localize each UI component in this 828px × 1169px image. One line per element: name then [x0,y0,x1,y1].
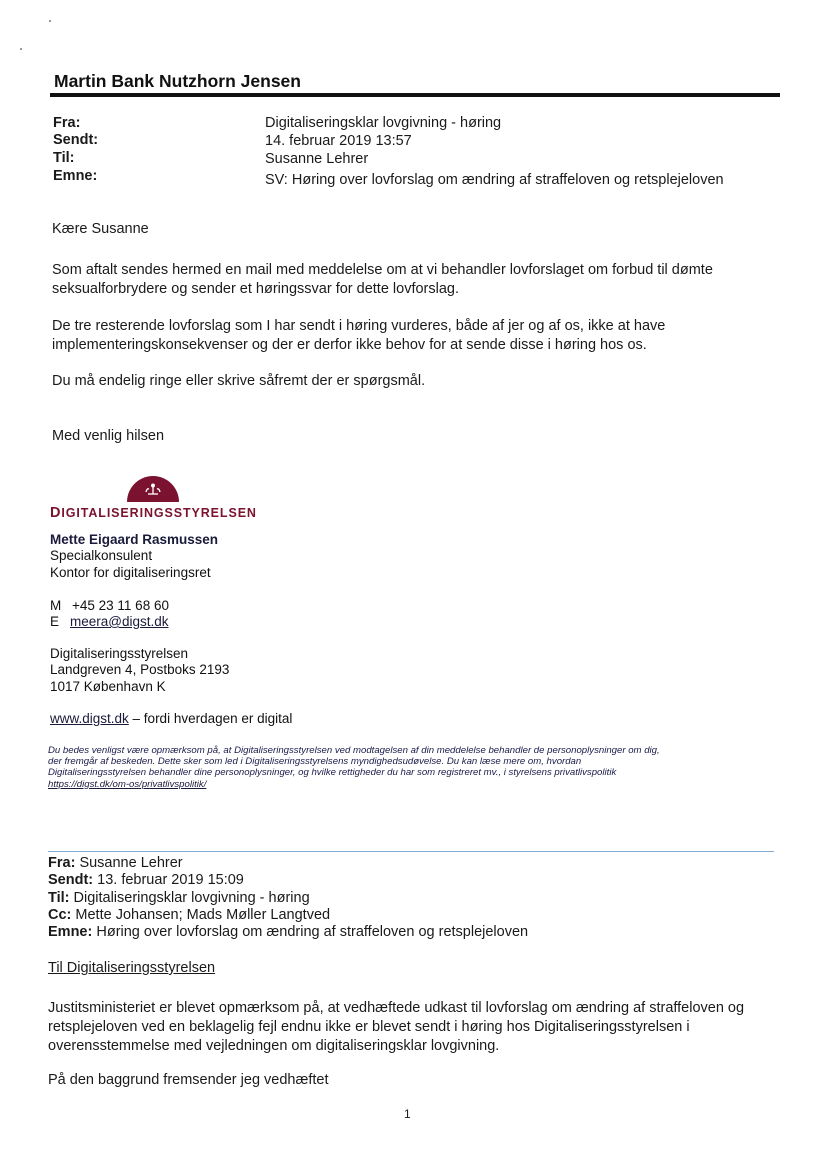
forward-separator [48,851,774,852]
sender-name: Martin Bank Nutzhorn Jensen [54,71,301,91]
scan-speck [49,20,51,22]
forwarded-paragraph-1: Justitsministeriet er blevet opmærksom på, at vedhæftede udkast til lovforslag om ændring af straffeloven og retsplejeloven ved en beklagelig fejl endnu ikke er blevet sendt i høring hos Digitaliseringsstyrelsen i overensstemmelse med vejledningen om digitaliseringsklar lovgivning. [48,1000,745,1054]
privacy-policy-link[interactable]: https://digst.dk/om-os/privatlivspolitik/ [48,778,207,790]
from-value: Digitaliseringsklar lovgivning - høring [265,115,502,131]
signature-name: Mette Eigaard Rasmussen [50,532,219,547]
from-label: Fra: [53,115,81,131]
privacy-disclaimer: Du bedes venligst være opmærksom på, at Digitaliseringsstyrelsen ved modtagelsen af din meddelelse behandler de personoplysninger om dig, der fremgår af beskeden. Dette sker som led i Digitaliseringsstyrelsens myndighedsudøvelse. Du kan læse mere om, hvordan Digitaliseringsstyrelsen behandler dine personoplysninger, og hvilke rettigheder du har som registreret mv., i styrelsens privatlivspolitik https://digst.dk/om-os/privatlivspolitik/ [48,745,778,790]
mobile-value: +45 23 11 68 60 [72,598,169,613]
fwd-subject-line: Emne: Høring over lovforslag om ændring af straffeloven og retsplejeloven [48,924,529,940]
to-value: Susanne Lehrer [265,151,369,167]
website-tagline: – fordi hverdagen er digital [132,711,293,726]
body-paragraph-1: Som aftalt sendes hermed en mail med meddelelse om at vi behandler lovforslaget om forbud til dømte seksualforbrydere og sender et høringssvar for dette lovforslag. [52,262,713,297]
signature-address-2: 1017 København K [50,679,166,694]
website-link[interactable]: www.digst.dk [50,711,129,726]
fwd-to-line: Til: Digitaliseringsklar lovgivning - høring [48,890,310,906]
website-line [50,711,292,728]
fwd-sent-line: Sendt: 13. februar 2019 15:09 [48,872,244,888]
addressee: Til Digitaliseringsstyrelsen [48,960,216,976]
header-rule [50,93,780,97]
signature-address-1: Landgreven 4, Postboks 2193 [50,662,230,677]
forwarded-paragraph-2: På den baggrund fremsender jeg vedhæftet [48,1072,329,1088]
greeting: Kære Susanne [52,221,149,237]
subject-value: SV: Høring over lovforslag om ændring af straffeloven og retsplejeloven [265,172,724,188]
signature-title: Specialkonsulent [50,548,153,563]
signature-org: Digitaliseringsstyrelsen [50,646,189,661]
scan-speck [20,48,22,50]
closing: Med venlig hilsen [52,428,165,444]
email-link[interactable]: meera@digst.dk [70,614,169,629]
fwd-from-line: Fra: Susanne Lehrer [48,855,183,871]
email-label: E [50,614,60,629]
body-paragraph-3: Du må endelig ringe eller skrive såfremt der er spørgsmål. [52,373,426,389]
fwd-cc-line: Cc: Mette Johansen; Mads Møller Langtved [48,907,331,923]
crown-logo-icon [126,472,180,502]
signature-office: Kontor for digitaliseringsret [50,565,211,580]
subject-label: Emne: [53,168,98,184]
sent-value: 14. februar 2019 13:57 [265,133,412,149]
sent-label: Sendt: [53,132,99,148]
page-number: 1 [404,1107,411,1121]
mobile-label: M [50,598,62,613]
logo-wordmark: DIGITALISERINGSSTYRELSEN [50,505,257,521]
to-label: Til: [53,150,75,166]
body-paragraph-2: De tre resterende lovforslag som I har sendt i høring vurderes, både af jer og af os, ikke at have implementeringskonsekvenser og der er derfor ikke behov for at sende disse i høring hos os. [52,318,666,353]
